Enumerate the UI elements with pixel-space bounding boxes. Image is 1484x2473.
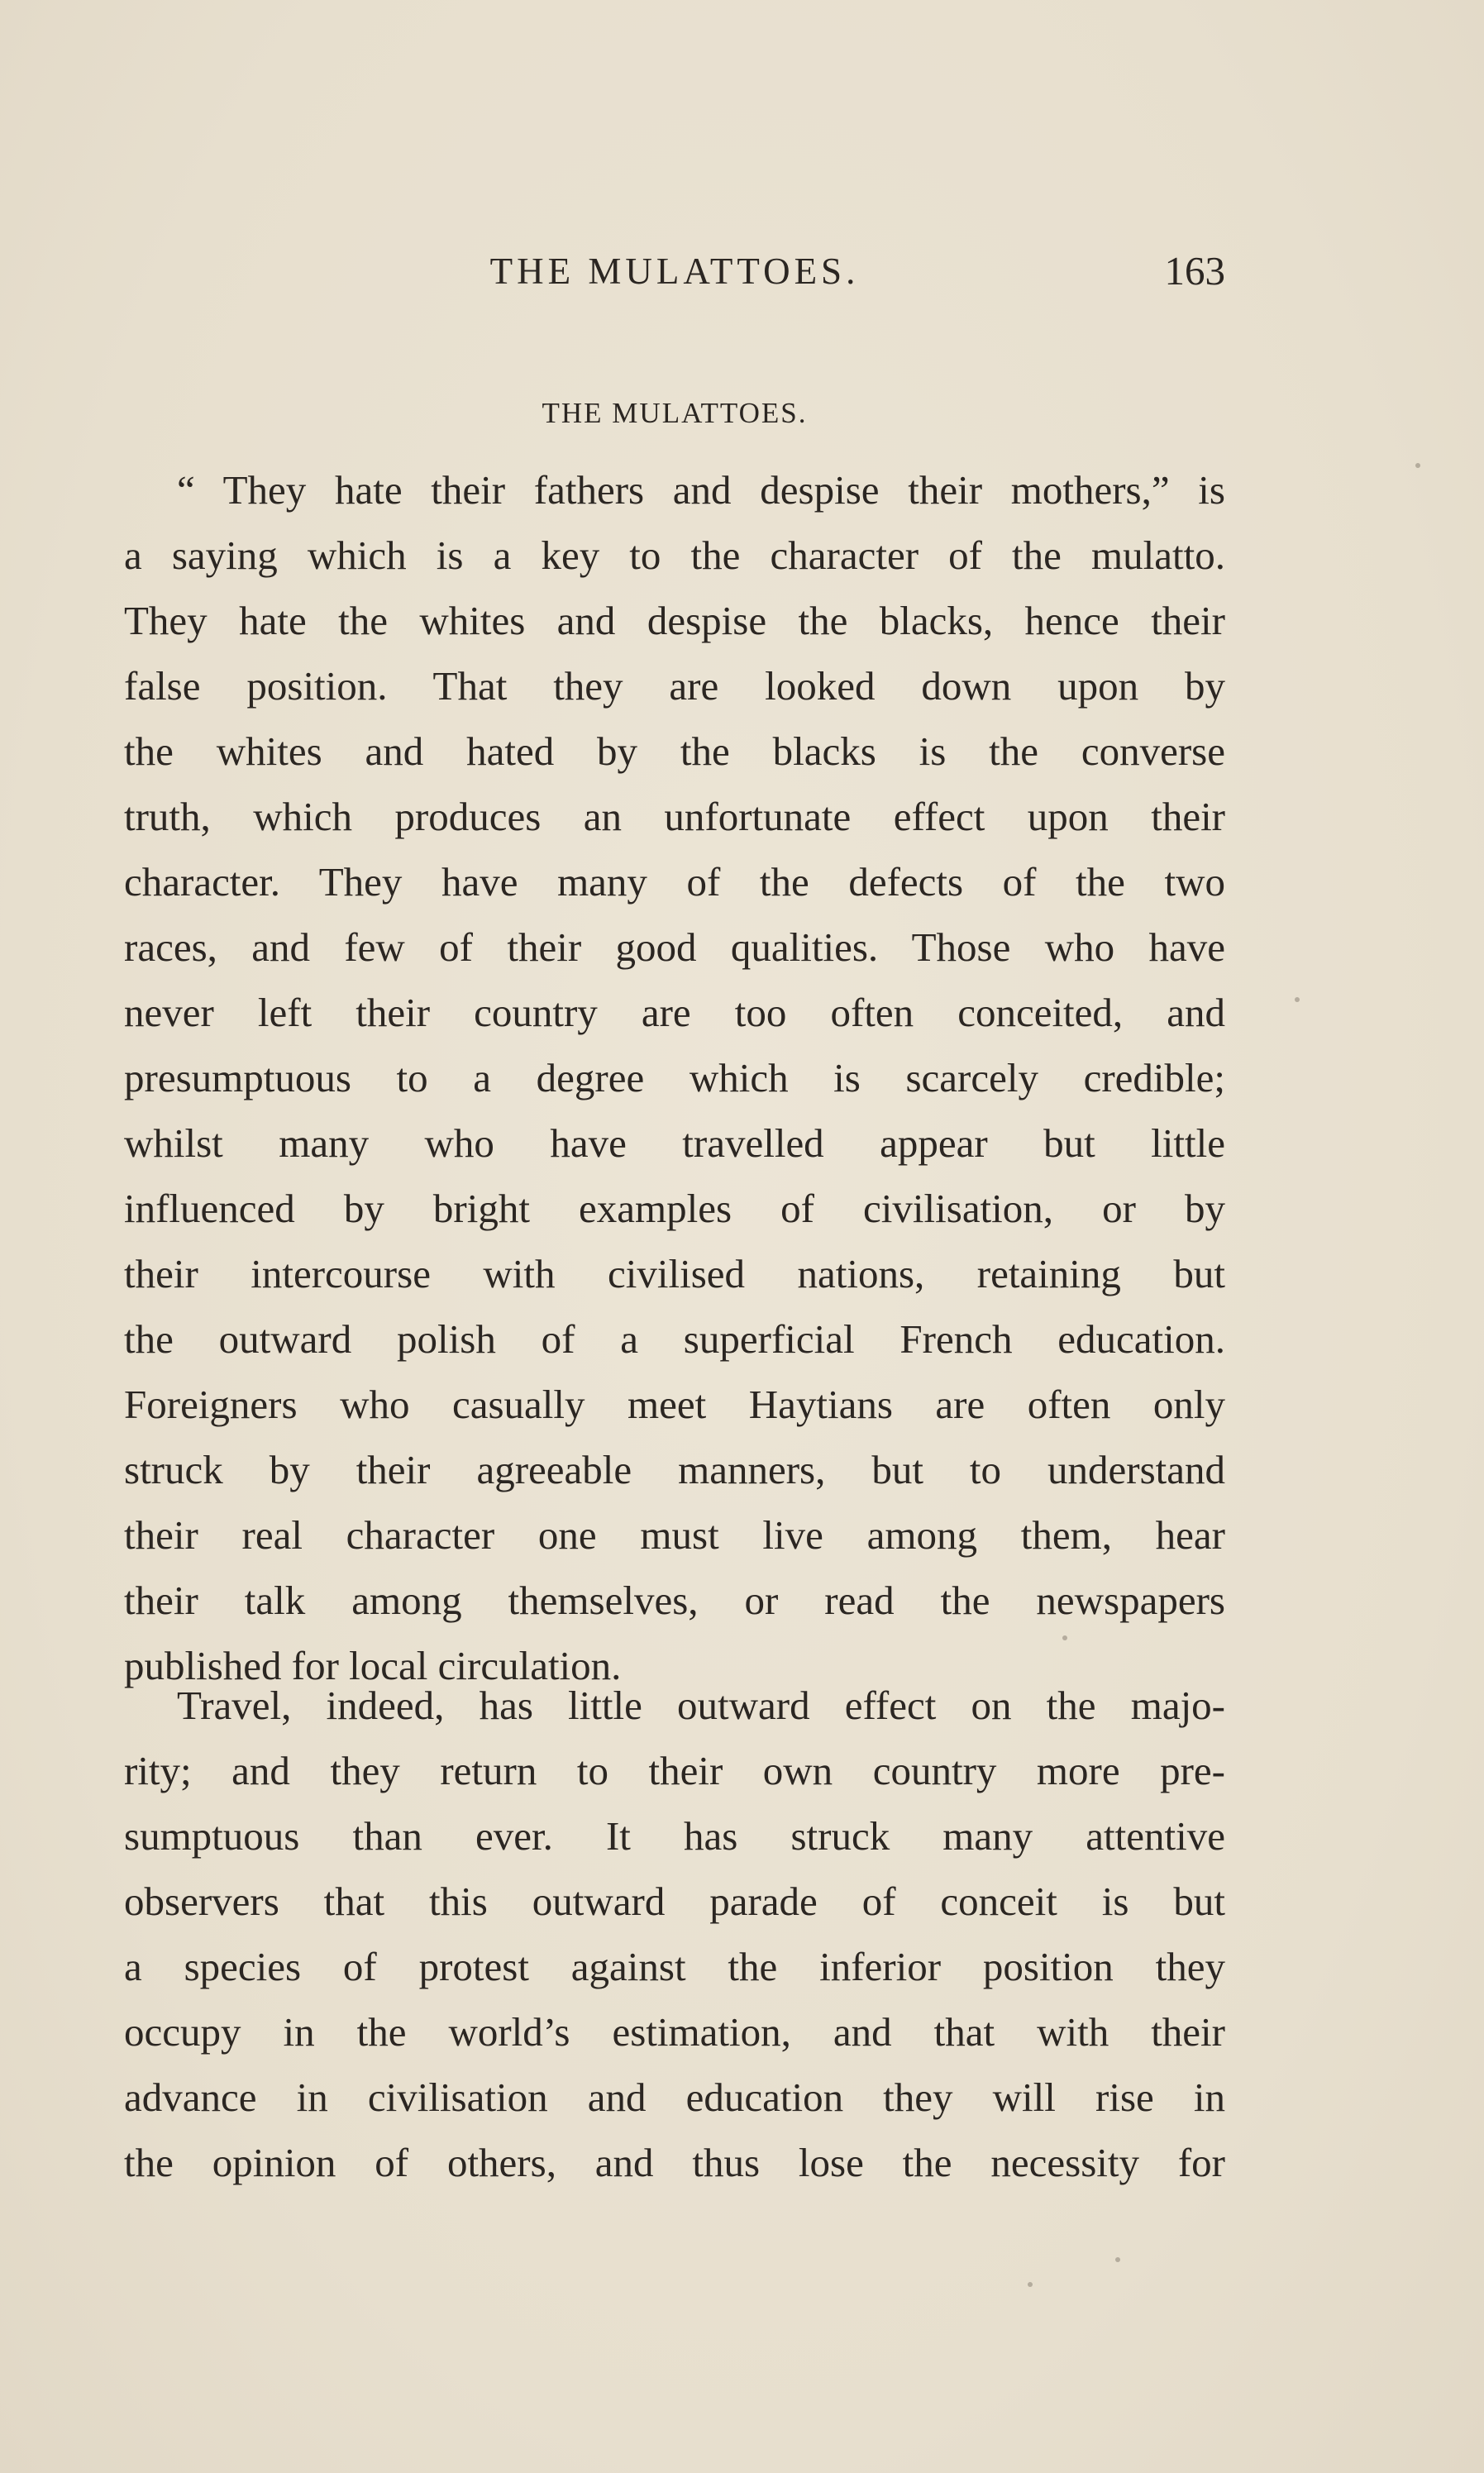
- text-line: Foreigners who casually meet Haytians are often only: [124, 1382, 1225, 1427]
- page-number: 163: [1164, 248, 1225, 294]
- text-line: occupy in the world’s estimation, and that with their: [124, 2009, 1225, 2055]
- text-line: a saying which is a key to the character of the mulatto.: [124, 532, 1225, 578]
- text-line: They hate the whites and despise the blacks, hence their: [124, 598, 1225, 643]
- running-header: [124, 246, 1225, 304]
- text-line: the opinion of others, and thus lose the necessity for: [124, 2140, 1225, 2185]
- text-line: rity; and they return to their own country more pre-: [124, 1748, 1225, 1793]
- text-line: the whites and hated by the blacks is the converse: [124, 728, 1225, 774]
- text-line: presumptuous to a degree which is scarcely credible;: [124, 1055, 1225, 1100]
- paper-speck: [1062, 1635, 1067, 1640]
- text-line: never left their country are too often conceited, and: [124, 990, 1225, 1035]
- paper-speck: [1415, 463, 1420, 468]
- paper-speck: [1115, 2257, 1120, 2262]
- paper-speck: [1295, 997, 1300, 1002]
- text-line: Travel, indeed, has little outward effect on the majo-: [177, 1683, 1225, 1728]
- text-line: their real character one must live among them, hear: [124, 1512, 1225, 1558]
- text-line: races, and few of their good qualities. Those who have: [124, 924, 1225, 970]
- text-line: published for local circulation.: [124, 1643, 622, 1688]
- text-line: false position. That they are looked down upon by: [124, 663, 1225, 709]
- text-line: character. They have many of the defects of the two: [124, 859, 1225, 905]
- text-line: the outward polish of a superficial French education.: [124, 1316, 1225, 1362]
- paper-speck: [1028, 2282, 1033, 2287]
- text-line: observers that this outward parade of conceit is but: [124, 1879, 1225, 1924]
- section-title: THE MULATTOES.: [542, 397, 808, 429]
- text-line: their talk among themselves, or read the newspapers: [124, 1578, 1225, 1623]
- text-line: influenced by bright examples of civilisation, or by: [124, 1186, 1225, 1231]
- paragraph-1: [124, 457, 1225, 1698]
- text-line: their intercourse with civilised nations, retaining but: [124, 1251, 1225, 1296]
- text-line: sumptuous than ever. It has struck many attentive: [124, 1813, 1225, 1859]
- text-line: advance in civilisation and education they will rise in: [124, 2074, 1225, 2120]
- paragraph-2: [124, 1673, 1225, 2195]
- running-title: THE MULATTOES.: [489, 251, 860, 292]
- text-line: struck by their agreeable manners, but to understand: [124, 1447, 1225, 1492]
- text-line: a species of protest against the inferior position they: [124, 1944, 1225, 1989]
- text-line: truth, which produces an unfortunate effect upon their: [124, 794, 1225, 839]
- text-line: “ They hate their fathers and despise their mothers,” is: [177, 467, 1225, 513]
- text-line: whilst many who have travelled appear but little: [124, 1120, 1225, 1166]
